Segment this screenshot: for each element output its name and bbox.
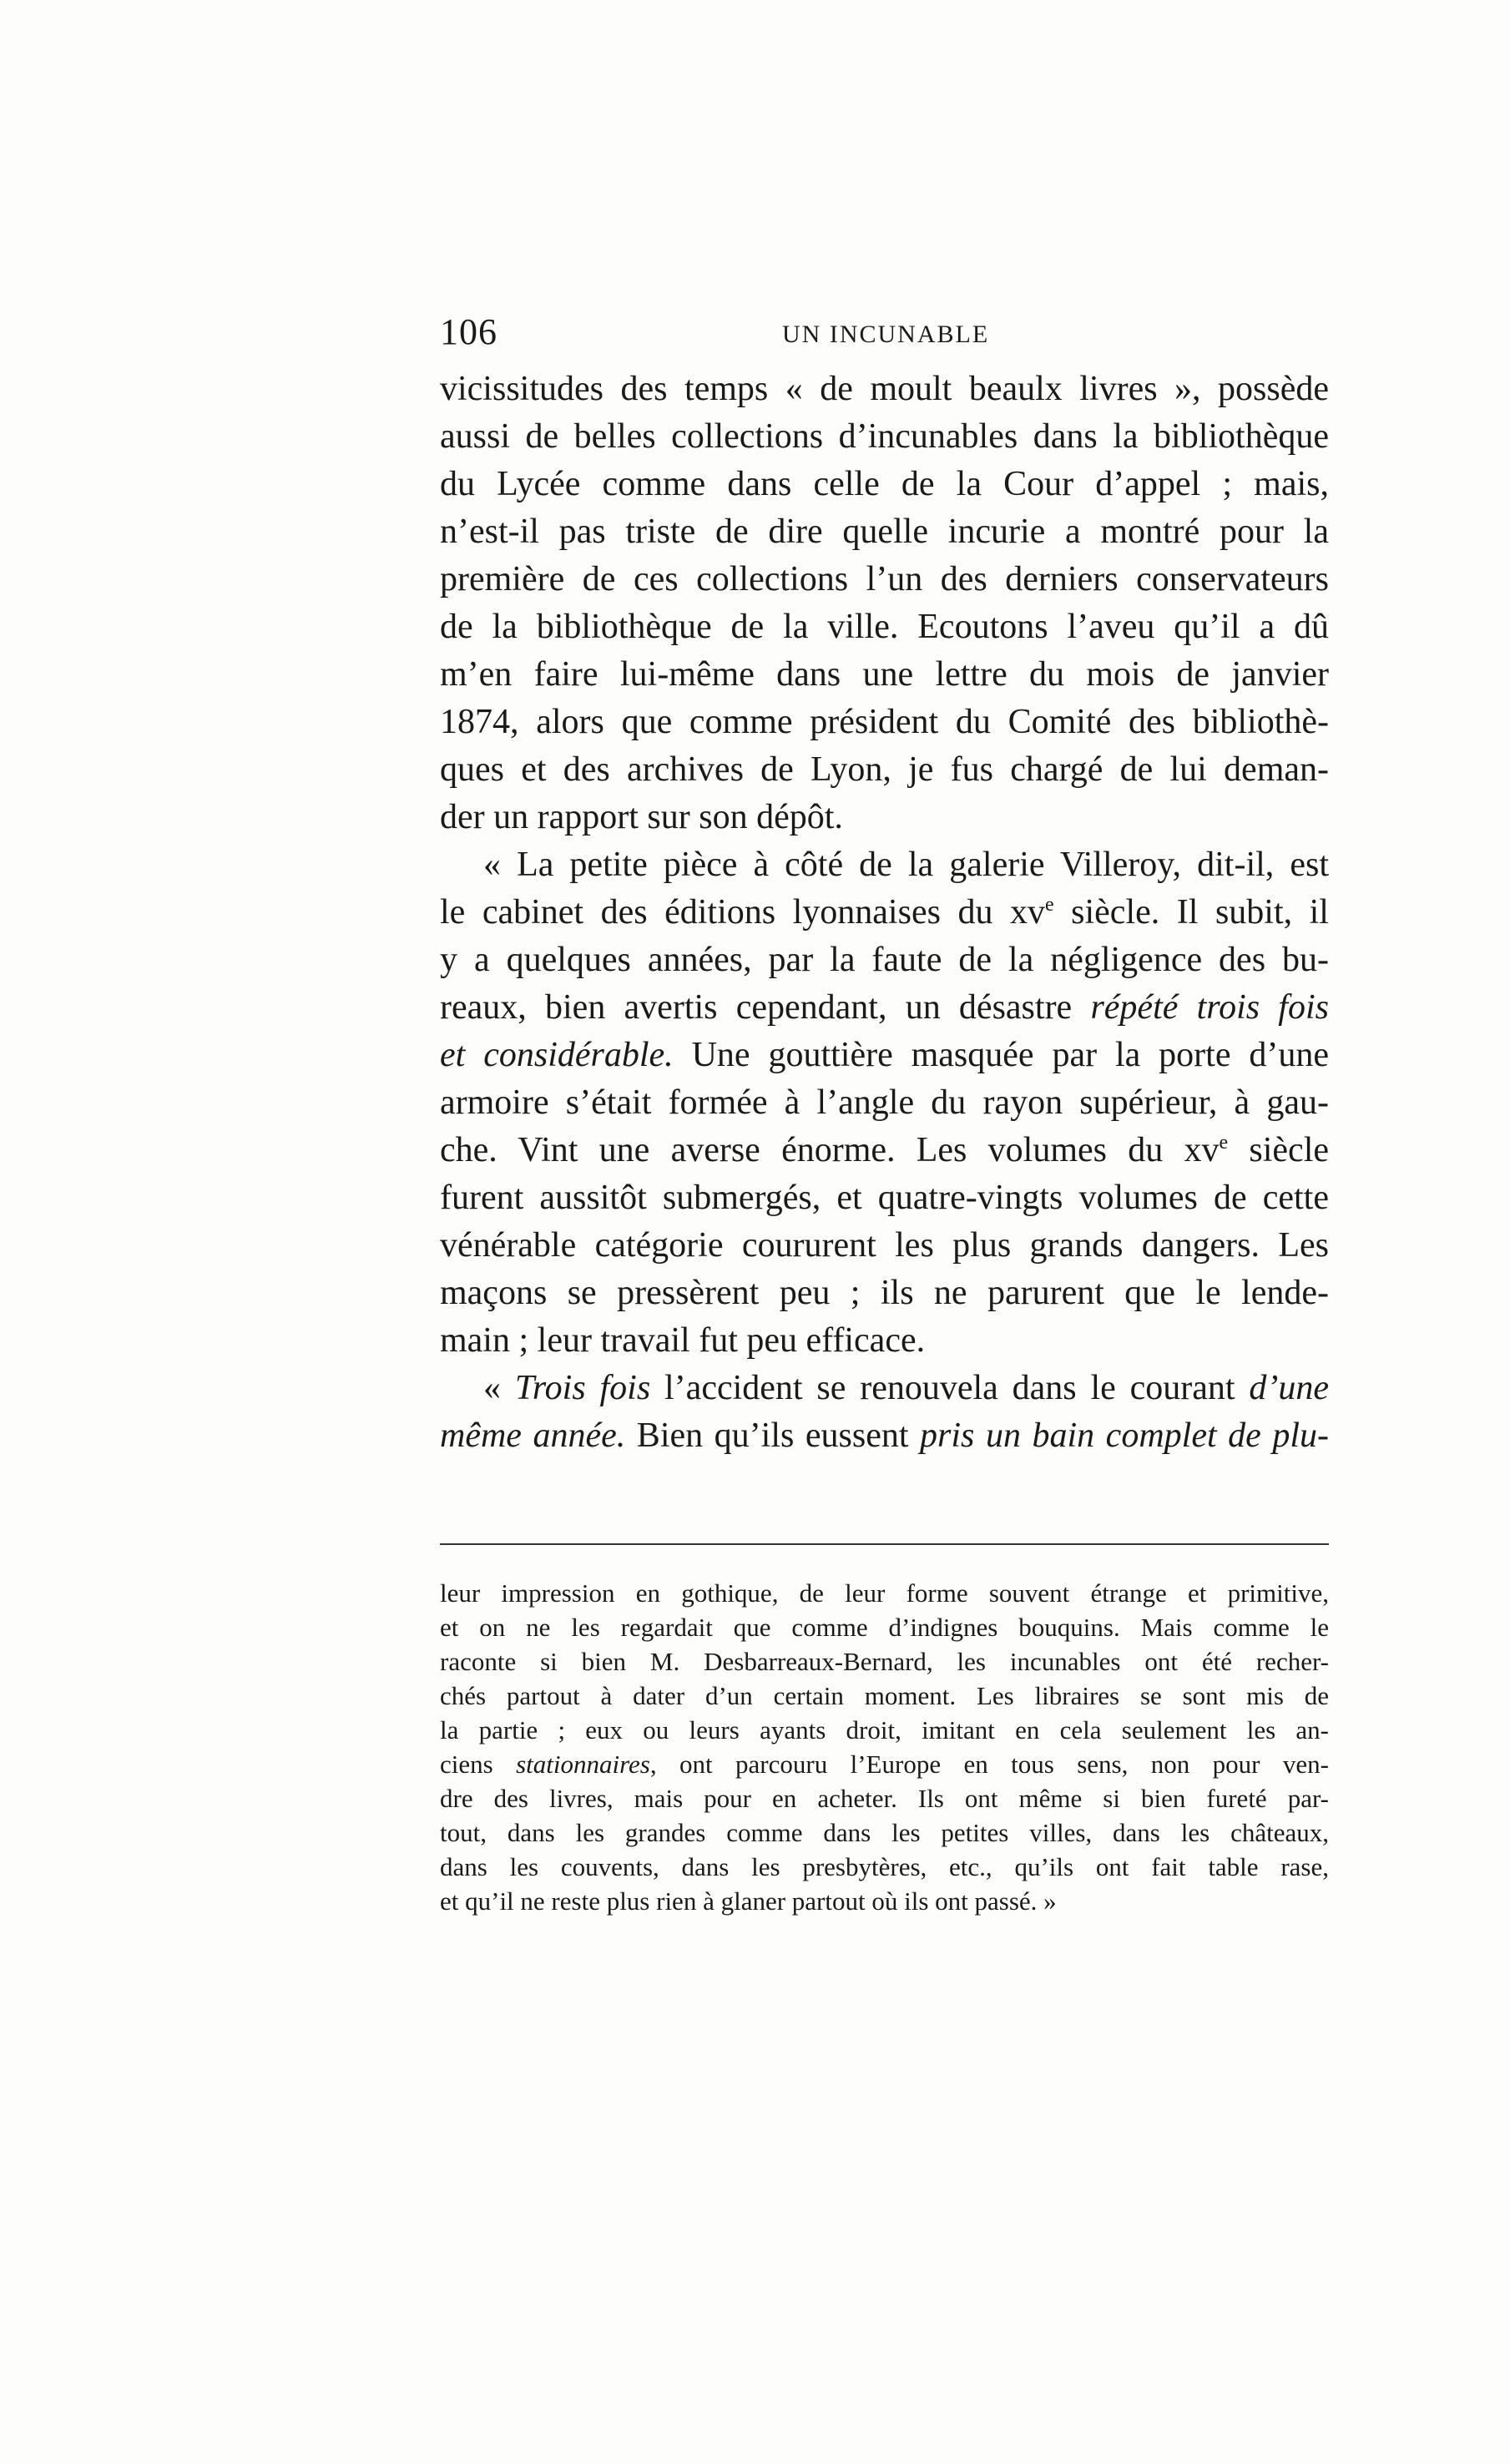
page-number: 106 bbox=[440, 311, 497, 352]
text-line: même année. Bien qu’ils eussent pris un bain complet de plu- bbox=[440, 1416, 1329, 1455]
italic-phrase: répété trois fois bbox=[1090, 988, 1329, 1027]
text-line: ques et des archives de Lyon, je fus chargé de lui deman- bbox=[440, 750, 1329, 789]
italic-phrase: même année. bbox=[440, 1416, 626, 1455]
text-line: reaux, bien avertis cependant, un désastre répété trois fois bbox=[440, 988, 1329, 1027]
italic-phrase: stationnaires bbox=[516, 1750, 650, 1779]
superscript: e bbox=[1219, 1132, 1229, 1154]
text-line: y a quelques années, par la faute de la négligence des bu- bbox=[440, 941, 1329, 979]
text-line: « La petite pièce à côté de la galerie Villeroy, dit-il, est bbox=[483, 846, 1329, 884]
footnote-line: la partie ; eux ou leurs ayants droit, imitant en cela seulement les an- bbox=[440, 1715, 1329, 1744]
text-line: der un rapport sur son dépôt. bbox=[440, 798, 843, 836]
footnote-line: chés partout à dater d’un certain moment. Les libraires se sont mis de bbox=[440, 1681, 1329, 1710]
italic-phrase: pris un bain complet de plu- bbox=[920, 1416, 1329, 1455]
text-line: du Lycée comme dans celle de la Cour d’appel ; mais, bbox=[440, 465, 1329, 503]
running-title: UN INCUNABLE bbox=[782, 321, 990, 348]
superscript: e bbox=[1044, 894, 1054, 916]
text-line: furent aussitôt submergés, et quatre-vingts volumes de cette bbox=[440, 1179, 1329, 1217]
footnote-rule bbox=[440, 1543, 1329, 1545]
text-line: maçons se pressèrent peu ; ils ne parurent que le lende- bbox=[440, 1274, 1329, 1312]
text-line: main ; leur travail fut peu efficace. bbox=[440, 1321, 926, 1360]
text-line: vénérable catégorie coururent les plus grands dangers. Les bbox=[440, 1226, 1329, 1265]
text-line: vicissitudes des temps « de moult beaulx livres », possède bbox=[440, 370, 1329, 408]
main-text bbox=[440, 366, 1329, 1460]
italic-phrase: Trois fois bbox=[514, 1369, 651, 1407]
footnote-line: leur impression en gothique, de leur forme souvent étrange et primitive, bbox=[440, 1578, 1329, 1608]
footnote-line: tout, dans les grandes comme dans les petites villes, dans les châteaux, bbox=[440, 1818, 1329, 1847]
italic-phrase: et considérable. bbox=[440, 1036, 674, 1074]
italic-phrase: d’une bbox=[1249, 1369, 1329, 1407]
footnote-line: et on ne les regardait que comme d’indignes bouquins. Mais comme le bbox=[440, 1613, 1329, 1642]
footnote-line: ciens stationnaires, ont parcouru l’Europe en tous sens, non pour ven- bbox=[440, 1750, 1329, 1779]
text-line: première de ces collections l’un des derniers conservateurs bbox=[440, 560, 1329, 598]
text-line: 1874, alors que comme président du Comité des bibliothè- bbox=[440, 703, 1329, 741]
footnote-line: raconte si bien M. Desbarreaux-Bernard, les incunables ont été recher- bbox=[440, 1647, 1329, 1676]
text-line: de la bibliothèque de la ville. Ecoutons l’aveu qu’il a dû bbox=[440, 608, 1329, 646]
footnote bbox=[440, 1576, 1329, 1918]
text-line: et considérable. Une gouttière masquée par la porte d’une bbox=[440, 1036, 1329, 1074]
text-line: n’est-il pas triste de dire quelle incurie a montré pour la bbox=[440, 512, 1329, 551]
running-head bbox=[440, 311, 1329, 361]
text-line: che. Vint une averse énorme. Les volumes du $xv^e$ siècle bbox=[440, 1131, 1329, 1169]
text-line: le cabinet des éditions lyonnaises du $xv^e$ siècle. Il subit, il bbox=[440, 893, 1329, 932]
footnote-line: dre des livres, mais pour en acheter. Ils ont même si bien fureté par- bbox=[440, 1784, 1329, 1813]
text-line: aussi de belles collections d’incunables dans la bibliothèque bbox=[440, 417, 1329, 456]
text-line: m’en faire lui-même dans une lettre du mois de janvier bbox=[440, 655, 1329, 694]
footnote-line: dans les couvents, dans les presbytères, etc., qu’ils ont fait table rase, bbox=[440, 1852, 1329, 1881]
text-line: armoire s’était formée à l’angle du rayon supérieur, à gau- bbox=[440, 1083, 1329, 1122]
text-line: « Trois fois l’accident se renouvela dans le courant d’une bbox=[483, 1369, 1329, 1407]
footnote-line: et qu’il ne reste plus rien à glaner partout où ils ont passé. » bbox=[440, 1886, 1057, 1916]
